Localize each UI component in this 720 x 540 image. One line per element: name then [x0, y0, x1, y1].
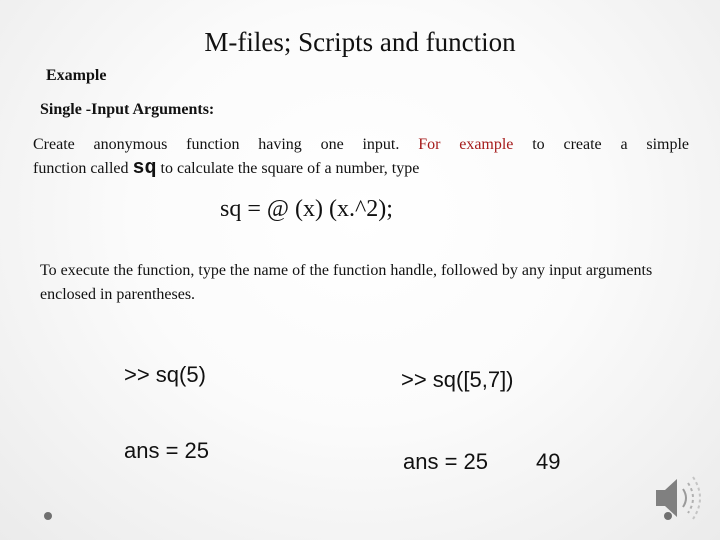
section-heading: Single -Input Arguments: [40, 101, 215, 118]
command-sq-vector: >> sq([5,7]) [401, 367, 514, 392]
for-example-highlight: For example [418, 136, 514, 153]
example-label: Example [46, 67, 107, 84]
intro-text-3: function called [33, 160, 133, 177]
dot-icon [44, 512, 52, 520]
intro-line-2 [33, 157, 689, 181]
result-sq-vector-second: 49 [536, 449, 561, 474]
speaker-icon[interactable] [652, 472, 708, 524]
intro-text-4: to calculate the square of a number, type [156, 160, 420, 177]
intro-paragraph [33, 133, 689, 181]
slide-title: M-files; Scripts and function [204, 27, 516, 57]
intro-text-2: to create a simple [513, 136, 690, 153]
execution-paragraph: To execute the function, type the name of the function handle, followed by any input arguments enclosed in parentheses. [40, 262, 653, 303]
intro-text-1: Create anonymous function having one input. [33, 136, 419, 153]
result-sq-5: ans = 25 [124, 438, 210, 463]
code-example: sq = @ (x) (x.^2); [220, 196, 393, 222]
result-sq-vector-first: ans = 25 [403, 449, 489, 474]
command-sq-5: >> sq(5) [124, 362, 206, 387]
intro-line-1 [33, 133, 689, 157]
inline-code-sq: sq [132, 157, 157, 180]
